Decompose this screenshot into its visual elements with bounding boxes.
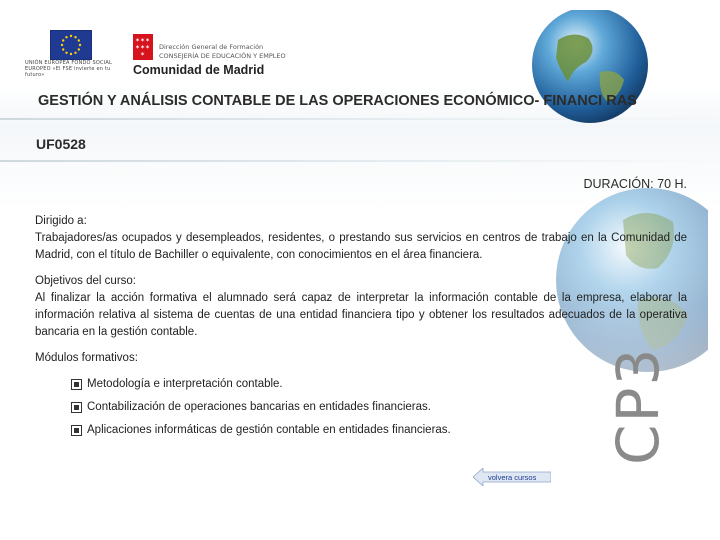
module-label: Aplicaciones informáticas de gestión contable en entidades financieras. — [87, 424, 451, 436]
eu-stars-icon — [51, 31, 91, 59]
module-label: Metodología e interpretación contable. — [87, 378, 283, 390]
checkbox-icon — [71, 402, 82, 413]
eu-logo — [25, 30, 115, 80]
course-duration: DURACIÓN: 70 H. — [583, 177, 687, 191]
objectives-label: Objetivos del curso: — [35, 275, 136, 287]
eu-caption: UNIÓN EUROPEA FONDO SOCIAL EUROPEO «El FSE invierte en tu futuro» — [25, 60, 112, 78]
back-to-courses-label: volvera cursos — [488, 473, 537, 482]
checkbox-icon — [71, 425, 82, 436]
madrid-ministry: CONSEJERÍA DE EDUCACIÓN Y EMPLEO — [159, 52, 286, 60]
madrid-name: Comunidad de Madrid — [133, 63, 265, 77]
madrid-logo — [133, 33, 303, 78]
back-to-courses-button[interactable] — [473, 468, 551, 486]
course-title: GESTIÓN Y ANÁLISIS CONTABLE DE LAS OPERACIONES ECONÓMICO- FINANCI RAS — [38, 93, 637, 109]
checkbox-icon — [71, 379, 82, 390]
target-section — [35, 213, 687, 264]
eu-flag-icon — [50, 30, 92, 60]
module-item — [71, 419, 687, 442]
target-label: Dirigido a: — [35, 215, 87, 227]
objectives-text: Al finalizar la acción formativa el alumnado será capaz de interpretar la información contable de la empresa, elaborar la información relativa al sistema de cuentas de una entidad financiera tipo y obtener los resultados adecuados de la operativa bancaria en la gestión contable. — [35, 292, 687, 338]
course-content — [35, 213, 687, 442]
brand-mark: CP3 — [604, 346, 672, 465]
module-item — [71, 396, 687, 419]
modules-label: Módulos formativos: — [35, 352, 138, 364]
target-text: Trabajadores/as ocupados y desempleados, residentes, o prestando sus servicios en centros de trabajo en la Comunidad de Madrid, con el título de Bachiller o equivalente, con conocimientos en el área financiera. — [35, 232, 687, 261]
objectives-section — [35, 273, 687, 341]
madrid-flag-icon: ✶ ✶ ✶ ✶ ✶ ✶ ✶ — [133, 34, 153, 60]
course-code: UF0528 — [36, 136, 86, 152]
module-label: Contabilización de operaciones bancarias en entidades financieras. — [87, 401, 431, 413]
madrid-department: Dirección General de Formación — [159, 43, 264, 51]
module-item — [71, 373, 687, 396]
module-list — [35, 373, 687, 442]
